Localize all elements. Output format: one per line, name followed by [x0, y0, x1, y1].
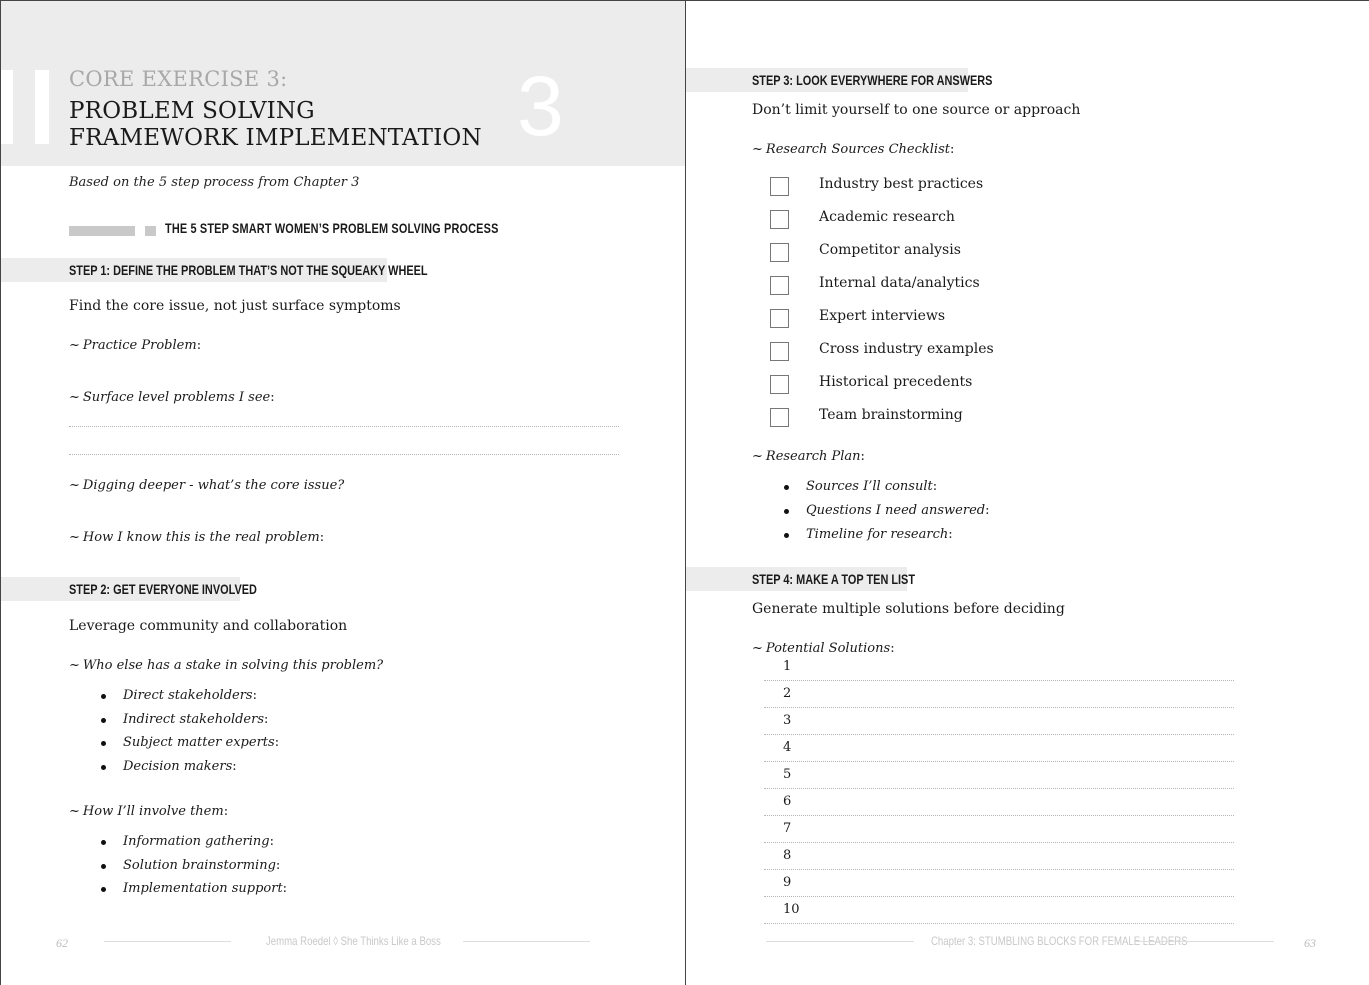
list-item-label: Indirect stakeholders [123, 711, 265, 727]
solution-number: 9 [783, 875, 792, 890]
footer-running-title: Jemma Roedel ◊ She Thinks Like a Boss [266, 934, 441, 948]
checkbox[interactable] [770, 342, 789, 361]
prompt-surface-problems: ~ Surface level problems I see: [69, 390, 275, 405]
prompt-practice-problem: ~ Practice Problem: [69, 338, 202, 353]
step4-title: STEP 4: MAKE A TOP TEN LIST [752, 571, 916, 587]
bullet-dot [784, 533, 789, 538]
checkbox[interactable] [770, 276, 789, 295]
solution-number: 7 [783, 821, 792, 836]
step4-heading [686, 567, 916, 591]
list-item: Decision makers: [101, 758, 279, 782]
footer-running-title: Chapter 3: STUMBLING BLOCKS FOR FEMALE LEADERS [931, 934, 1188, 948]
list-item-label: Decision makers [123, 758, 233, 774]
footer-rule [463, 941, 590, 942]
checklist-item[interactable] [770, 175, 1070, 199]
checkbox[interactable] [770, 243, 789, 262]
list-item-label: Timeline for research [806, 527, 949, 542]
list-item-label: Subject matter experts [123, 735, 275, 750]
checkbox[interactable] [770, 177, 789, 196]
prompt-text: How I know this is the real problem [82, 530, 320, 545]
prompt-text: How I’ll involve them [82, 804, 224, 819]
prompt-text: Digging deeper - what’s the core issue? [82, 478, 345, 493]
prompt-text: Potential Solutions [765, 641, 891, 656]
bullet-dot [784, 509, 789, 514]
list-item: Indirect stakeholders: [101, 711, 279, 735]
solution-line[interactable] [764, 816, 1234, 843]
step3-intro: Don’t limit yourself to one source or approach [752, 102, 1081, 118]
step1-title: STEP 1: DEFINE THE PROBLEM THAT’S NOT THE SQUEAKY WHEEL [69, 262, 428, 278]
list-item-label: Questions I need answered [806, 503, 986, 518]
writing-line[interactable] [69, 454, 619, 455]
checklist-item[interactable] [770, 208, 1070, 232]
prompt-research-plan: ~ Research Plan: [752, 449, 865, 464]
bullet-dot [101, 741, 106, 746]
prompt-text: Practice Problem [82, 338, 197, 353]
checklist-item[interactable] [770, 406, 1070, 430]
process-heading [69, 220, 589, 240]
checkbox[interactable] [770, 309, 789, 328]
list-item: Solution brainstorming: [101, 857, 287, 881]
list-item: Subject matter experts: [101, 734, 279, 758]
decorative-bar [1, 70, 13, 144]
bullet-dot [101, 887, 106, 892]
list-item-label: Implementation support [123, 881, 283, 896]
solution-number: 2 [783, 686, 792, 701]
prompt-text: Research Sources Checklist [765, 142, 950, 157]
checklist-item[interactable] [770, 340, 1070, 364]
solution-line[interactable] [764, 681, 1234, 708]
list-item-label: Direct stakeholders [123, 688, 253, 703]
list-item: Direct stakeholders: [101, 687, 279, 711]
right-page [686, 0, 1369, 985]
chapter-number: 3 [517, 59, 564, 153]
exercise-label: CORE EXERCISE 3: [69, 67, 288, 91]
solution-number: 5 [783, 767, 792, 782]
step1-heading [1, 258, 428, 282]
process-title: THE 5 STEP SMART WOMEN’S PROBLEM SOLVING PROCESS [165, 220, 499, 236]
prompt-involve: ~ How I’ll involve them: [69, 804, 229, 819]
checklist-label: Academic research [819, 209, 955, 225]
list-item: Information gathering: [101, 833, 287, 857]
heading-bar [69, 226, 135, 236]
decorative-bars [1, 70, 51, 144]
checklist-item[interactable] [770, 241, 1070, 265]
page-number: 62 [56, 936, 68, 950]
heading-square [145, 226, 156, 236]
solution-line[interactable] [764, 708, 1234, 735]
exercise-subtitle: Based on the 5 step process from Chapter 3 [69, 175, 360, 190]
step3-heading [686, 68, 993, 92]
list-item: Timeline for research: [784, 526, 990, 550]
bullet-dot [784, 485, 789, 490]
solution-line[interactable] [764, 897, 1234, 924]
checklist-label: Competitor analysis [819, 242, 961, 258]
checklist-label: Historical precedents [819, 374, 973, 390]
bullet-dot [101, 765, 106, 770]
bullet-dot [101, 694, 106, 699]
prompt-text: Who else has a stake in solving this problem? [82, 658, 384, 673]
list-item: Implementation support: [101, 880, 287, 904]
solution-number: 10 [783, 902, 800, 917]
checkbox[interactable] [770, 210, 789, 229]
step1-intro: Find the core issue, not just surface symptoms [69, 298, 401, 314]
checklist-label: Industry best practices [819, 176, 984, 192]
checklist-item[interactable] [770, 307, 1070, 331]
prompt-research-sources: ~ Research Sources Checklist: [752, 142, 955, 157]
footer-rule [104, 941, 231, 942]
checklist-label: Cross industry examples [819, 341, 994, 357]
decorative-bar [35, 70, 49, 144]
exercise-header [1, 1, 686, 166]
solution-number: 1 [783, 659, 792, 674]
involvement-list [101, 833, 287, 904]
step2-title: STEP 2: GET EVERYONE INVOLVED [69, 581, 257, 597]
research-plan-list [784, 478, 990, 550]
prompt-core-issue: ~ Digging deeper - what’s the core issue? [69, 478, 345, 493]
stakeholder-list [101, 687, 279, 781]
step3-title: STEP 3: LOOK EVERYWHERE FOR ANSWERS [752, 72, 993, 88]
bullet-dot [101, 718, 106, 723]
solution-line[interactable] [764, 870, 1234, 897]
footer-rule [1134, 941, 1274, 942]
step4-intro: Generate multiple solutions before deciding [752, 601, 1065, 617]
solution-line[interactable] [764, 735, 1234, 762]
list-item: Questions I need answered: [784, 502, 990, 526]
prompt-text: Surface level problems I see [82, 390, 271, 405]
solution-line[interactable] [764, 762, 1234, 789]
solution-line[interactable] [764, 843, 1234, 870]
solution-line[interactable] [764, 654, 1234, 681]
list-item-label: Sources I’ll consult [806, 479, 933, 494]
writing-line[interactable] [69, 426, 619, 427]
solution-number: 4 [783, 740, 792, 755]
step2-intro: Leverage community and collaboration [69, 618, 348, 634]
bullet-dot [101, 864, 106, 869]
solution-number: 6 [783, 794, 792, 809]
list-item-label: Information gathering [123, 834, 270, 849]
exercise-title: PROBLEM SOLVING FRAMEWORK IMPLEMENTATION [69, 98, 482, 151]
checkbox[interactable] [770, 408, 789, 427]
checklist-label: Expert interviews [819, 308, 946, 324]
prompt-text: Research Plan [765, 449, 861, 464]
prompt-stakeholders: ~ Who else has a stake in solving this problem? [69, 658, 384, 673]
prompt-real-problem: ~ How I know this is the real problem: [69, 530, 325, 545]
step2-heading [1, 577, 257, 601]
list-item-label: Solution brainstorming [123, 857, 276, 873]
list-item: Sources I’ll consult: [784, 478, 990, 502]
checklist-item[interactable] [770, 373, 1070, 397]
checklist-item[interactable] [770, 274, 1070, 298]
solution-number: 3 [783, 713, 792, 728]
page-number: 63 [1304, 936, 1316, 950]
checkbox[interactable] [770, 375, 789, 394]
research-checklist [770, 173, 1090, 443]
solution-line[interactable] [764, 789, 1234, 816]
solution-number: 8 [783, 848, 792, 863]
checklist-label: Internal data/analytics [819, 275, 980, 291]
checklist-label: Team brainstorming [819, 407, 963, 423]
footer-rule [766, 941, 914, 942]
bullet-dot [101, 840, 106, 845]
prompt-potential-solutions: ~ Potential Solutions: [752, 641, 895, 656]
